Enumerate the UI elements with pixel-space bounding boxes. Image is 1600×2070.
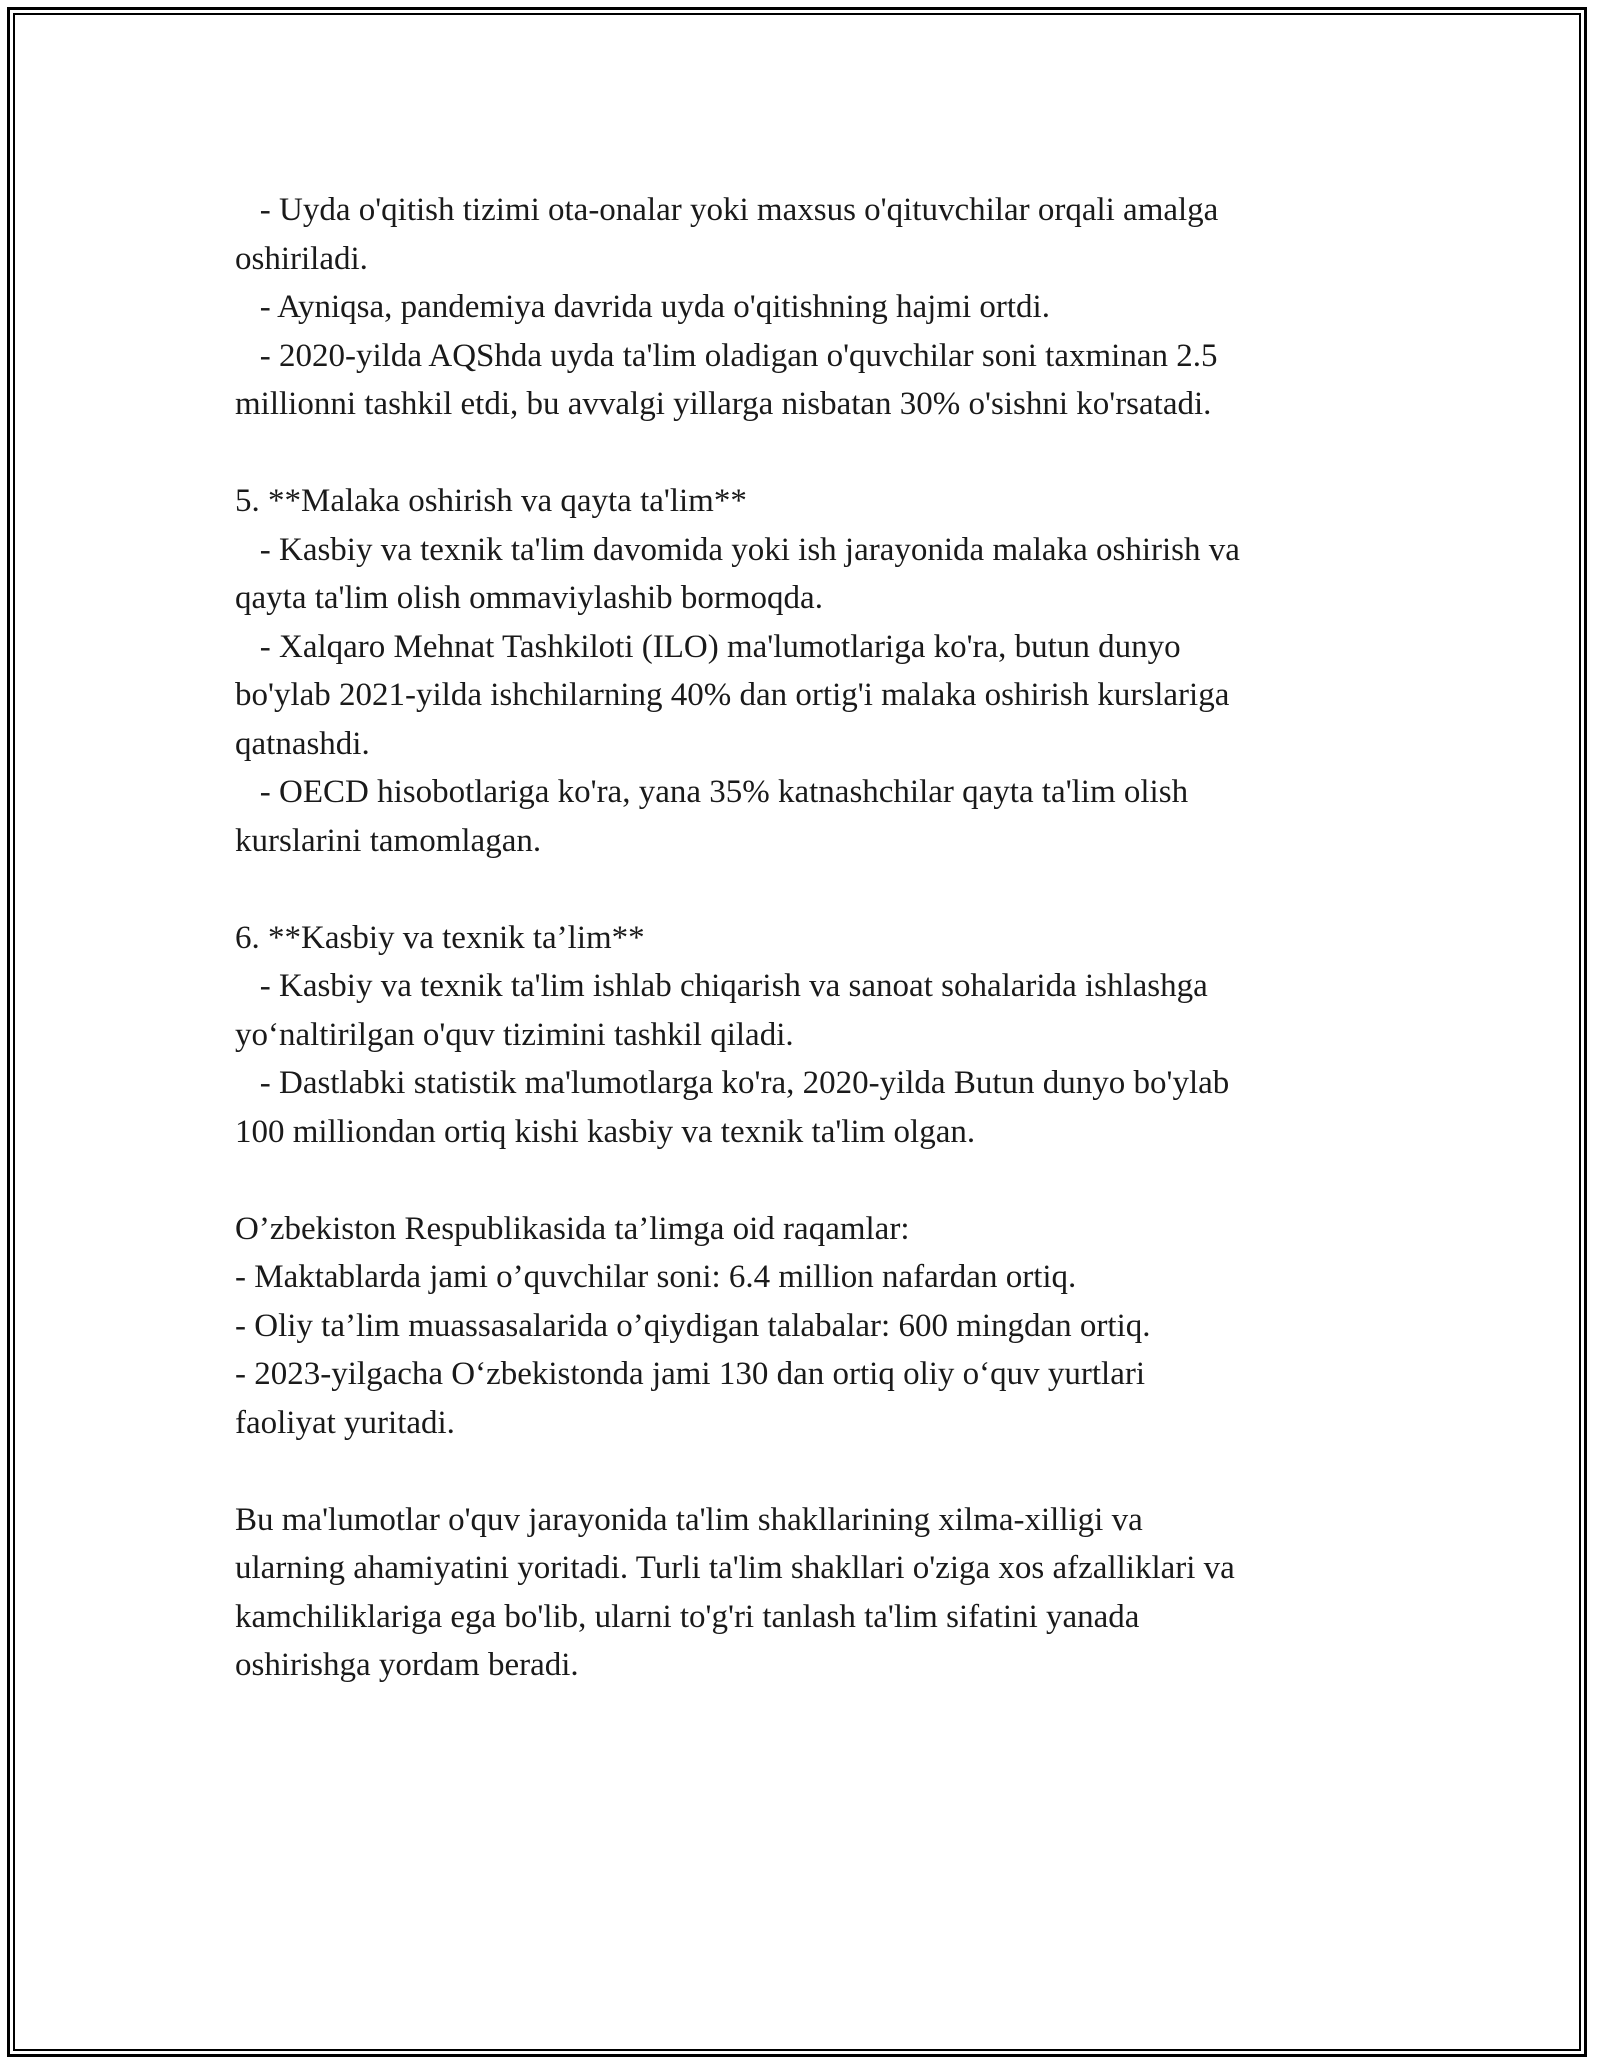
text-line: - 2020-yilda AQShda uyda ta'lim oladigan o'quvchilar soni taxminan 2.5 [235,337,1218,374]
text-line: kurslarini tamomlagan. [235,822,542,859]
text-line: Bu ma'lumotlar o'quv jarayonida ta'lim shakllarining xilma-xilligi va [235,1501,1143,1538]
text-line: bo'ylab 2021-yilda ishchilarning 40% dan ortig'i malaka oshirish kurslariga [235,677,1230,713]
text-line: oshirishga yordam beradi. [235,1647,579,1683]
paragraph-gap [235,865,1365,914]
text-line: - Kasbiy va texnik ta'lim davomida yoki ish jarayonida malaka oshirish va [235,531,1240,568]
text-line: - OECD hisobotlariga ko'ra, yana 35% katnashchilar qayta ta'lim olish [235,774,1189,810]
text-line: - Xalqaro Mehnat Tashkiloti (ILO) ma'lumotlariga ko'ra, butun dunyo [235,628,1181,665]
text-line: - Oliy ta’lim muassasalarida o’qiydigan talabalar: 600 mingdan ortiq. [235,1307,1151,1344]
text-line: - Kasbiy va texnik ta'lim ishlab chiqarish va sanoat sohalarida ishlashga [235,968,1208,1004]
paragraph-gap [235,429,1365,478]
paragraph-gap [235,1447,1365,1496]
text-line: - Maktablarda jami o’quvchilar soni: 6.4 million nafardan ortiq. [235,1259,1077,1295]
text-line: millionni tashkil etdi, bu avvalgi yillarga nisbatan 30% o'sishni ko'rsatadi. [235,386,1212,422]
text-line: - Dastlabki statistik ma'lumotlarga ko'ra, 2020-yilda Butun dunyo bo'ylab [235,1065,1230,1101]
section-heading: O’zbekiston Respublikasida ta’limga oid raqamlar: [235,1210,910,1247]
text-line: kamchiliklariga ega bo'lib, ularni to'g'ri tanlash ta'lim sifatini yanada [235,1598,1140,1635]
text-line: - Uyda o'qitish tizimi ota-onalar yoki maxsus o'qituvchilar orqali amalga [235,192,1219,228]
section-heading: 6. **Kasbiy va texnik ta’lim** [235,919,645,956]
document-body [235,186,1365,1690]
text-line: qatnashdi. [235,725,370,762]
text-line: - Ayniqsa, pandemiya davrida uyda o'qitishning hajmi ortdi. [235,289,1050,325]
text-line: oshiriladi. [235,240,368,277]
section-heading: 5. **Malaka oshirish va qayta ta'lim** [235,483,747,519]
text-line: - 2023-yilgacha O‘zbekistonda jami 130 dan ortiq oliy o‘quv yurtlari [235,1356,1146,1392]
text-line: qayta ta'lim olish ommaviylashib bormoqda. [235,580,823,616]
text-line: ularning ahamiyatini yoritadi. Turli ta'lim shakllari o'ziga xos afzalliklari va [235,1550,1235,1586]
text-line: faoliyat yuritadi. [235,1404,455,1441]
text-line: 100 milliondan ortiq kishi kasbiy va texnik ta'lim olgan. [235,1113,976,1150]
text-line: yo‘naltirilgan o'quv tizimini tashkil qiladi. [235,1016,794,1053]
paragraph-gap [235,1156,1365,1205]
